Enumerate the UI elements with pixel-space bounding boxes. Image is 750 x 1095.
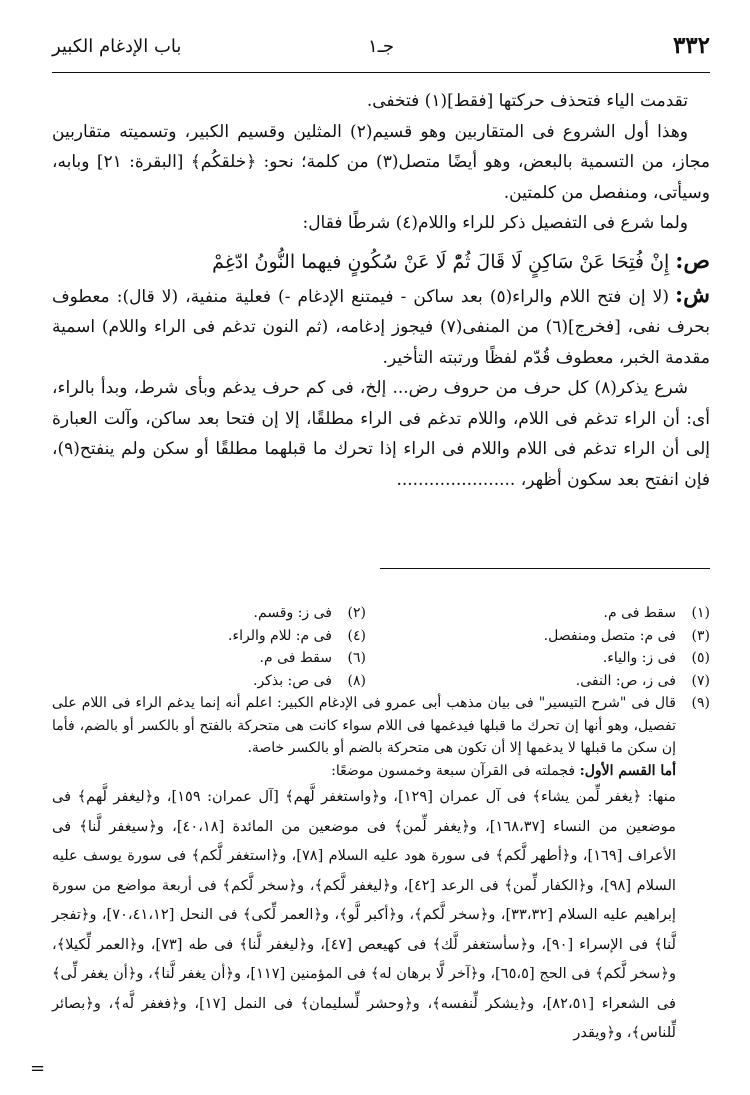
paragraph-2: وهذا أول الشروع فى المتقاربين وهو قسيم(٢) المثلين وقسيم الكبير، وتسميته متقاربين مجاز، من التسمية بالبعض، وهو أيضًا متصل(٣) من كلمة؛ نحو: ﴿خلقكُم﴾ [البقرة: ٢١] وبابه، وسيأتى، ومنفصل من كلمتين. [52, 121, 710, 203]
commentary-paragraph [52, 280, 710, 374]
footnote-7: (٧) فى ز، ص: النفى. [575, 672, 710, 689]
footnotes [52, 602, 710, 1048]
footnote-grid [52, 602, 710, 692]
page-header [52, 28, 710, 74]
paragraph-1: تقدمت الياء فتحذف حركتها [فقط](١) فتخفى. [366, 91, 688, 111]
header-divider [52, 72, 710, 73]
chapter-title: باب الإدغام الكبير [52, 36, 182, 57]
continuation-mark: = [30, 1058, 46, 1079]
paragraph-5: شرع يذكر(٨) كل حرف من حروف رض... إلخ، فى كم حرف يدغم وبأى شرط، وبدأ بالراء، أى: أن الراء تدغم فى اللام، واللام تدغم فى الراء مطلقًا، إلا إن فتحا بعد ساكن، وآلت العبارة إلى أن الراء تدغم فى اللام واللام فى الراء إذا تحرك ما قبلهما مطلقًا أو سكن ولم ينفتح(٩)، فإن انفتح بعد سكون أظهر، ...................... [52, 378, 710, 490]
footnote-5: (٥) فى ز: والياء. [602, 650, 710, 666]
footnote-6: (٦) سقط فى م. [259, 650, 366, 666]
footnote-9-section [52, 760, 676, 783]
footnote-2: (٢) فى ز: وقسم. [253, 605, 366, 621]
footnote-9-text: قال فى "شرح التيسير" فى بيان مذهب أبى عمرو فى الإدغام الكبير: اعلم أنه إنما يدغم الراء فى اللام على تفصيل، وهو أنها إن تحرك ما قبلها فيدغمها فى اللام سواء كانت هى متحركة بالفتح أو بالكسر أو بالضم، فأما إن سكن ما قبلها لا يدغمها إلا أن تكون هى متحركة بالضم أو بالكسر خاصة. [52, 695, 676, 756]
verse-line [52, 243, 710, 280]
volume-label: جـ١ [367, 36, 395, 57]
main-text [52, 86, 710, 495]
footnote-4: (٤) فى م: للام والراء. [228, 627, 366, 644]
paragraph-3: ولما شرع فى التفصيل ذكر للراء واللام(٤) شرطًا فقال: [302, 213, 688, 233]
footnote-9 [52, 692, 710, 1048]
footnote-3: (٣) فى م: متصل ومنفصل. [543, 627, 710, 644]
page-number: ٣٣٢ [672, 32, 710, 59]
sharh-label: ش: [675, 281, 710, 308]
footnote-divider [380, 568, 710, 569]
footnote-1: (١) سقط فى م. [603, 605, 710, 621]
footnote-8: (٨) فى ص: بذكر. [253, 672, 366, 689]
footnote-9-number: (٩) [691, 695, 710, 711]
section-text: فجملته فى القرآن سبعة وخمسون موضعًا: [331, 762, 576, 779]
footnote-9-body [52, 692, 676, 1048]
quran-list: منها: ﴿يغفر لِّمن يشاء﴾ فى آل عمران [١٢٩]، و﴿واستغفر لَّهم﴾ [آل عمران: ١٥٩]، و﴿ليغفر لَّهم﴾ فى موضعين من النساء [١٦٨،٣٧]، و﴿يغفر لِّمن﴾ فى موضعين من المائدة [٤٠،١٨]، و﴿سيغفر لَّنا﴾ فى الأعراف [١٦٩]، و﴿أطهر لَّكم﴾ فى سورة هود عليه السلام [٧٨]، و﴿استغفر لَّكم﴾ فى سورة يوسف عليه السلام [٩٨]، و﴿الكفار لِّمن﴾ فى الرعد [٤٢]، و﴿ليغفر لَّكم﴾، و﴿سخر لَّكم﴾ فى أربعة مواضع من سورة إبراهيم عليه السلام [٣٣،٣٢]، و﴿سخر لَّكم﴾، و﴿أكبر لَّو﴾، و﴿العمر لِّكى﴾ فى النحل [٧٠،٤١،١٢]، و﴿تفجر لَّنا﴾ فى الإسراء [٩٠]، و﴿سأستغفر لَّك﴾ فى كهيعص [٤٧]، و﴿ليغفر لَّنا﴾ فى طه [٧٣]، و﴿العمر لِّكيلا﴾، و﴿سخر لَّكم﴾ فى الحج [٦٥،٥]، و﴿آخر لَّا برهان له﴾ فى المؤمنين [١١٧]، و﴿أن يغفر لَّنا﴾، و﴿أن يغفر لِّى﴾ فى الشعراء [٨٢،٥١]، و﴿يشكر لِّنفسه﴾، و﴿وحشر لِّسليمان﴾ فى النمل [١٧]، و﴿فغفر لَّه﴾، و﴿بصائر لِّلناس﴾، و﴿ويقدر [52, 788, 677, 1041]
section-title: أما القسم الأول: [579, 762, 676, 779]
verse-label: ص: [675, 247, 710, 274]
commentary-text: (لا إن فتح اللام والراء(٥) بعد ساكن - فيمتنع الإدغام -) فعلية منفية، (لا قال): معطوف بحرف نفى، [فخرج](٦) من المنفى(٧) فيجوز إدغامه، (ثم النون تدغم فى الراء واللام) اسمية مقدمة الخبر، معطوف قُدّم لفظًا ورتبته التأخير. [52, 286, 710, 368]
verse-text: إِنْ فُتِحَا عَنْ سَاكِنٍ لَا قَالَ ثُمّْ لَا عَنْ سُكُونٍ فيهما النُّونُ ادّغِمْ [212, 250, 670, 273]
